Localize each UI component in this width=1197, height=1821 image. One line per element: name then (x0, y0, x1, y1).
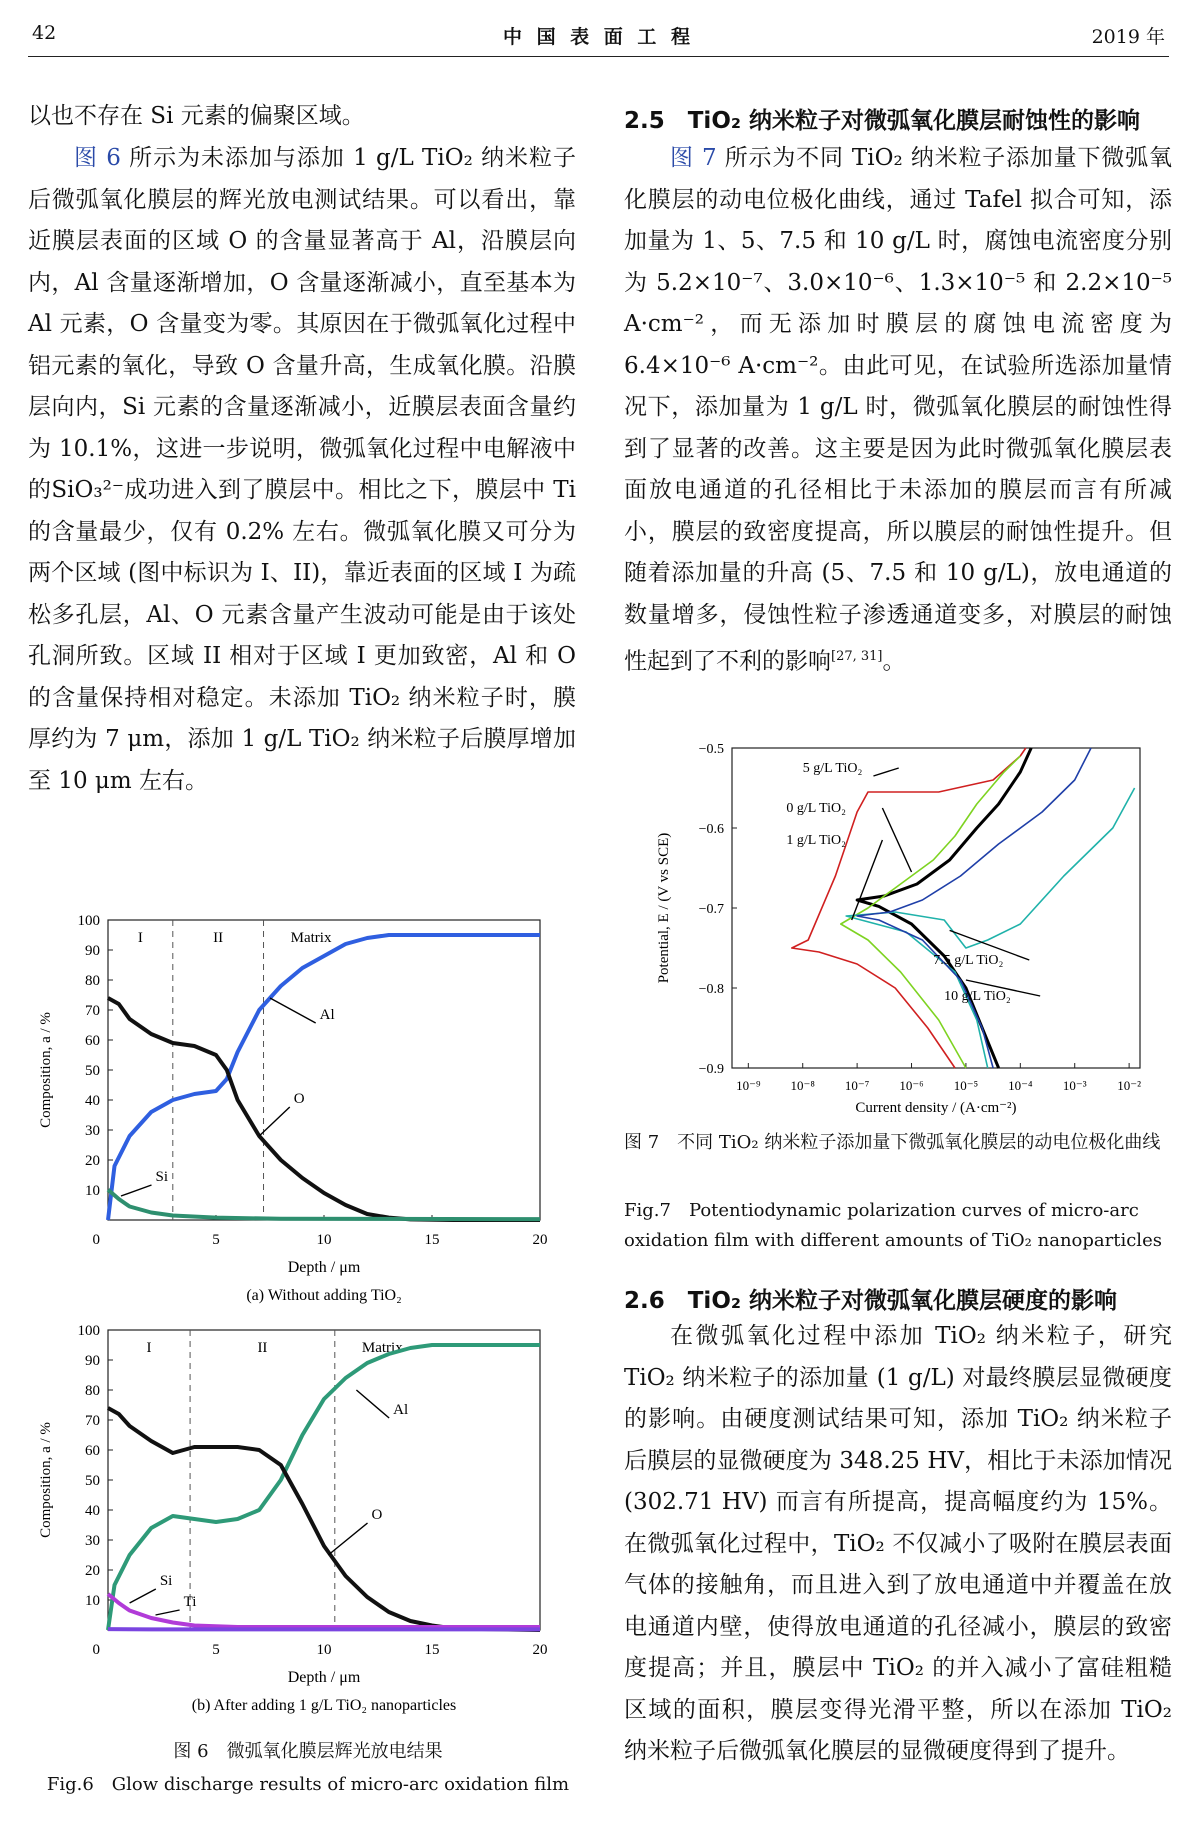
plot-frame (108, 1330, 540, 1630)
x-tick-label: 10⁻³ (1062, 1078, 1087, 1093)
fig7-caption-cn: 图 7 不同 TiO₂ 纳米粒子添加量下微弧氧化膜层的动电位极化曲线 (624, 1132, 1161, 1153)
y-tick-label: 10 (85, 1593, 100, 1609)
annotation-arrow (156, 1610, 180, 1615)
series-7-5-g-l-tio (846, 788, 1134, 1068)
x-tick-label: 10 (316, 1642, 332, 1658)
fig7-link[interactable]: 图 7 (670, 145, 717, 171)
annotation-ti: Ti (183, 1594, 197, 1610)
y-tick-label: 50 (85, 1063, 100, 1079)
y-tick-label: 60 (85, 1033, 100, 1049)
chart-title: (a) Without adding TiO₂ (246, 1287, 402, 1304)
series-al (108, 1345, 540, 1630)
y-tick-label: 70 (85, 1003, 100, 1019)
x-tick-label: 10⁻⁴ (1008, 1078, 1033, 1093)
annotation-arrow (356, 1390, 389, 1418)
label-10-g-l-tio: 10 g/L TiO₂ (944, 989, 1011, 1004)
y-tick-label: 70 (85, 1413, 100, 1429)
x-tick-label: 20 (532, 1642, 548, 1658)
sio3-ion: SiO₃²⁻ (51, 477, 124, 503)
series-5-g-l-tio (841, 756, 1021, 1068)
label-7-5-g-l-tio: 7.5 g/L TiO₂ (933, 953, 1004, 968)
y-tick-label: 10 (85, 1183, 100, 1199)
annotation-si: Si (159, 1573, 173, 1589)
paragraph-3 (624, 138, 1172, 683)
x-tick-label: 20 (532, 1232, 548, 1248)
x-tick-label: 5 (212, 1642, 220, 1658)
series-o (108, 1408, 540, 1630)
y-axis-label: Composition, a / % (38, 1422, 54, 1538)
x-tick-label: 10 (316, 1232, 332, 1248)
series-0-g-l-tio (857, 748, 1031, 1068)
y-tick-label: 40 (85, 1093, 100, 1109)
paragraph-3-text: 所示为不同 TiO₂ 纳米粒子添加量下微弧氧化膜层的动电位极化曲线，通过 Tafel 拟合可知，添加量为 1、5、7.5 和 10 g/L 时，腐蚀电流密度分别为 5.2×10⁻⁷、3.0×10⁻⁶、1.3×10⁻⁵ 和 2.2×10⁻⁵ A·cm⁻²，而无添加时膜层的腐蚀电流密度为 6.4×10⁻⁶ A·cm⁻²。由此可见，在试验所选添加量情况下，添加量为 1 g/L 时，微弧氧化膜层的耐蚀性得到了显著的改善。这主要是因为此时微弧氧化膜层表面放电通道的孔径相比于未添加的膜层而言有所减小，膜层的致密度提高，所以膜层的耐蚀性提升。但随着添加量的升高 (5、7.5 和 10 g/L)，放电通道的数量增多，侵蚀性粒子渗透通道变多，对膜层的耐蚀性起到了不利的影响 (624, 145, 1172, 675)
fig6-caption-cn: 图 6 微弧氧化膜层辉光放电结果 (173, 1741, 443, 1762)
x-tick-label: 10⁻⁶ (899, 1078, 924, 1093)
label-0-g-l-tio: 0 g/L TiO₂ (786, 801, 847, 816)
y-tick-label: 90 (85, 1353, 100, 1369)
y-tick-label: 20 (85, 1563, 100, 1579)
y-tick-label: −0.6 (698, 822, 724, 837)
y-tick-label: −0.5 (698, 742, 724, 757)
series-si (108, 1594, 540, 1627)
paragraph-1: 以也不存在 Si 元素的偏聚区域。 (28, 103, 365, 129)
fig7-chart (652, 730, 1172, 1120)
citation[interactable]: [27, 31] (831, 649, 883, 664)
series-10-g-l-tio (857, 748, 1091, 1068)
y-tick-label: −0.8 (698, 982, 724, 997)
y-tick-label: −0.7 (698, 902, 724, 917)
x-axis-label: Depth / μm (287, 1669, 361, 1686)
region-label: II (257, 1340, 268, 1356)
origin-label: 0 (92, 1232, 100, 1248)
region-label: I (137, 930, 143, 946)
annotation-al: Al (393, 1402, 409, 1418)
fig6-link[interactable]: 图 6 (74, 145, 121, 171)
y-axis-label: Composition, a / % (38, 1012, 54, 1128)
y-axis-label: Potential, E / (V vs SCE) (656, 832, 672, 984)
annotation-arrow (328, 1523, 367, 1555)
annotation-arrow (130, 1589, 156, 1603)
region-label: Matrix (290, 930, 332, 946)
region-label: II (213, 930, 224, 946)
section-2-5-heading: 2.5 TiO₂ 纳米粒子对微弧氧化膜层耐蚀性的影响 (624, 108, 1140, 134)
y-tick-label: 20 (85, 1153, 100, 1169)
paragraph-4: 在微弧氧化过程中添加 TiO₂ 纳米粒子，研究 TiO₂ 纳米粒子的添加量 (1 g/L) 对最终膜层显微硬度的影响。由硬度测试结果可知，添加 TiO₂ 纳米粒子后膜层的显微硬度为 348.25 HV，相比于未添加情况 (302.71 HV) 而言有所提高，提高幅度约为 15%。在微弧氧化过程中，TiO₂ 不仅减小了吸附在膜层表面气体的接触角，而且进入到了放电通道中并覆盖在放电通道内壁，使得放电通道的孔径减小，膜层的致密度提高；并且，膜层中 TiO₂ 的并入减小了富硅粗糙区域的面积，膜层变得光滑平整，所以在添加 TiO₂ 纳米粒子后微弧氧化膜层的显微硬度得到了提升。 (624, 1323, 1172, 1764)
annotation-arrow (121, 1185, 152, 1196)
fig6b-chart (30, 1320, 590, 1720)
x-axis-label: Depth / μm (287, 1259, 361, 1276)
series-1-g-l-tio (792, 748, 1026, 1068)
annotation-si: Si (155, 1169, 169, 1185)
x-tick-label: 10⁻⁵ (953, 1078, 979, 1093)
fig6-caption-en: Fig.6 Glow discharge results of micro-arc oxidation film (46, 1774, 570, 1795)
page-number: 42 (32, 22, 57, 44)
annotation-arrow (270, 998, 316, 1023)
y-tick-label: 80 (85, 1383, 100, 1399)
paragraph-2 (28, 138, 576, 802)
annotation-o: O (371, 1507, 383, 1523)
header-rule (28, 56, 1169, 57)
y-tick-label: 30 (85, 1533, 100, 1549)
y-tick-label: 40 (85, 1503, 100, 1519)
y-tick-label: 30 (85, 1123, 100, 1139)
section-2-6-heading: 2.6 TiO₂ 纳米粒子对微弧氧化膜层硬度的影响 (624, 1288, 1117, 1314)
paragraph-2-text-a: 所示为未添加与添加 1 g/L TiO₂ 纳米粒子后微弧氧化膜层的辉光放电测试结果。可以看出，靠近膜层表面的区域 O 的含量显著高于 Al，沿膜层向内，Al 含量逐渐增加，O 含量逐渐减小，直至基本为 Al 元素，O 含量变为零。其原因在于微弧氧化过程中铝元素的氧化，导致 O 含量升高，生成氧化膜。沿膜层向内，Si 元素的含量逐渐减小，近膜层表面含量约为 10.1%，这进一步说明，微弧氧化过程中电解液中的 (28, 145, 576, 503)
region-label: I (146, 1340, 152, 1356)
label-1-g-l-tio: 1 g/L TiO₂ (786, 833, 847, 848)
annotation-o: O (293, 1091, 305, 1107)
origin-label: 0 (92, 1642, 100, 1658)
year: 2019 年 (1091, 26, 1165, 48)
chart-title: (b) After adding 1 g/L TiO₂ nanoparticles (191, 1697, 457, 1714)
fig7-caption-en: Fig.7 Potentiodynamic polarization curves of micro-arc oxidation film with different amounts of TiO₂ nanoparticles (624, 1200, 1162, 1251)
paragraph-3-end: 。 (882, 648, 906, 675)
label-arrow (882, 808, 911, 872)
x-tick-label: 15 (424, 1642, 440, 1658)
label-arrow (873, 768, 898, 776)
x-tick-label: 10⁻⁸ (790, 1078, 815, 1093)
journal-title: 中 国 表 面 工 程 (502, 26, 695, 48)
y-tick-label: 80 (85, 973, 100, 989)
y-tick-label: 100 (77, 1323, 100, 1339)
plot-frame (732, 748, 1140, 1068)
fig6a-chart (30, 910, 590, 1310)
label-5-g-l-tio: 5 g/L TiO₂ (802, 761, 863, 776)
y-tick-label: −0.9 (698, 1062, 724, 1077)
x-tick-label: 15 (424, 1232, 440, 1248)
y-tick-label: 50 (85, 1473, 100, 1489)
x-tick-label: 10⁻⁷ (844, 1078, 870, 1093)
annotation-al: Al (319, 1007, 335, 1023)
y-tick-label: 60 (85, 1443, 100, 1459)
paragraph-2-text-b: 成功进入到了膜层中。相比之下，膜层中 Ti 的含量最少，仅有 0.2% 左右。微弧氧化膜又可分为两个区域 (图中标识为 I、II)，靠近表面的区域 I 为疏松多孔层，Al、O 元素含量产生波动可能是由于该处孔洞所致。区域 II 相对于区域 I 更加致密，Al 和 O 的含量保持相对稳定。未添加 TiO₂ 纳米粒子时，膜厚约为 7 μm，添加 1 g/L TiO₂ 纳米粒子后膜厚增加至 10 μm 左右。 (28, 477, 576, 794)
x-tick-label: 10⁻² (1117, 1078, 1142, 1093)
region-label: Matrix (361, 1340, 403, 1356)
y-tick-label: 90 (85, 943, 100, 959)
y-tick-label: 100 (77, 913, 100, 929)
x-tick-label: 5 (212, 1232, 220, 1248)
x-axis-label: Current density / (A·cm⁻²) (855, 1100, 1017, 1116)
x-tick-label: 10⁻⁹ (736, 1078, 761, 1093)
